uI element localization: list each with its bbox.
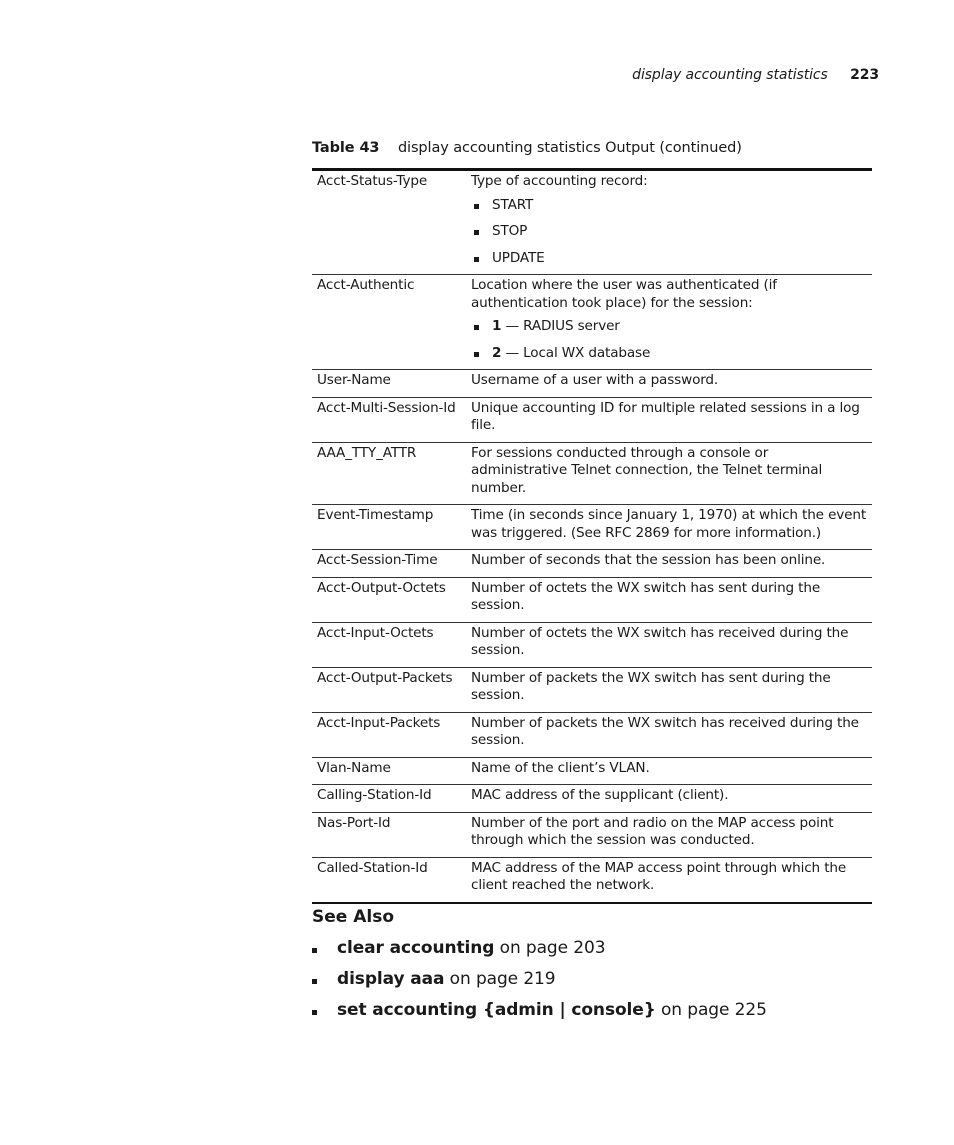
field-name: User-Name xyxy=(312,370,466,398)
value-list-item xyxy=(471,223,868,241)
table-row xyxy=(312,857,872,903)
square-bullet-icon xyxy=(474,325,479,330)
value-list-item xyxy=(471,318,868,336)
field-description xyxy=(466,442,872,505)
square-bullet-icon xyxy=(474,257,479,262)
field-description xyxy=(466,757,872,785)
table-row xyxy=(312,577,872,622)
field-description-text: Number of packets the WX switch has sent during the session. xyxy=(471,669,831,703)
field-name: Acct-Input-Octets xyxy=(312,622,466,667)
field-description-text: Number of octets the WX switch has received during the session. xyxy=(471,624,849,658)
see-also-item[interactable] xyxy=(312,1000,767,1031)
field-description-text: For sessions conducted through a console or administrative Telnet connection, the Telnet terminal number. xyxy=(471,444,823,496)
see-also-command-link[interactable]: display aaa xyxy=(337,969,445,989)
field-description xyxy=(466,667,872,712)
value-text: STOP xyxy=(492,223,528,239)
value-code: 1 xyxy=(492,318,502,334)
value-list-item xyxy=(471,197,868,215)
field-description-text: MAC address of the supplicant (client). xyxy=(471,787,729,803)
field-name: Acct-Session-Time xyxy=(312,550,466,578)
field-name: Called-Station-Id xyxy=(317,859,428,876)
page-number: 223 xyxy=(850,67,879,83)
value-text: UPDATE xyxy=(492,249,545,266)
field-description-text: Number of seconds that the session has been online. xyxy=(471,552,826,568)
table-row xyxy=(312,170,872,275)
field-description xyxy=(466,785,872,813)
field-description xyxy=(466,812,872,857)
see-also-item[interactable] xyxy=(312,969,767,1000)
square-bullet-icon xyxy=(312,948,317,953)
table-row xyxy=(312,712,872,757)
field-name: Nas-Port-Id xyxy=(312,812,466,857)
field-description xyxy=(466,550,872,578)
table-row xyxy=(312,812,872,857)
value-list-item xyxy=(471,345,868,363)
field-description xyxy=(466,712,872,757)
value-text: — RADIUS server xyxy=(501,318,620,334)
value-list xyxy=(471,318,868,362)
value-text: — Local WX database xyxy=(501,344,651,361)
field-description-text: Number of the port and radio on the MAP access point through which the session was conducted. xyxy=(471,814,834,848)
table-row xyxy=(312,275,872,370)
table-row xyxy=(312,757,872,785)
table-caption-label: Table 43 xyxy=(312,140,380,156)
field-description-text: Unique accounting ID for multiple related sessions in a log file. xyxy=(471,399,860,433)
see-also-page-ref: on page 203 xyxy=(494,938,606,958)
field-description xyxy=(466,275,872,370)
see-also-page-ref: on page 225 xyxy=(655,1000,767,1020)
see-also-item[interactable] xyxy=(312,938,767,969)
table-row xyxy=(312,550,872,578)
table-caption xyxy=(312,140,742,156)
table-row xyxy=(312,622,872,667)
square-bullet-icon xyxy=(474,230,479,235)
square-bullet-icon xyxy=(474,352,479,357)
field-description xyxy=(466,505,872,550)
field-description xyxy=(466,170,872,275)
field-name: Acct-Output-Packets xyxy=(312,667,466,712)
square-bullet-icon xyxy=(312,1010,317,1015)
field-name: Acct-Status-Type xyxy=(312,170,466,275)
field-description xyxy=(466,577,872,622)
square-bullet-icon xyxy=(474,204,479,209)
field-name: Acct-Output-Octets xyxy=(312,577,466,622)
table-row xyxy=(312,397,872,442)
field-name: Event-Timestamp xyxy=(312,505,466,550)
field-name: Calling-Station-Id xyxy=(312,785,466,813)
output-fields-table xyxy=(312,168,872,904)
table-caption-text: display accounting statistics Output (continued) xyxy=(397,140,742,156)
see-also-heading: See Also xyxy=(312,907,395,927)
field-description-text: Time (in seconds since January 1, 1970) at which the event was triggered. (See RFC 2869 for more information.) xyxy=(471,507,867,541)
value-list xyxy=(471,197,868,268)
field-description-text: MAC address of the MAP access point through which the client reached the network. xyxy=(471,859,847,893)
field-name: Vlan-Name xyxy=(312,757,466,785)
table-row xyxy=(312,370,872,398)
square-bullet-icon xyxy=(312,979,317,984)
table-row xyxy=(312,505,872,550)
field-description xyxy=(466,622,872,667)
field-description-text: Type of accounting record: xyxy=(471,173,648,189)
table-row xyxy=(312,785,872,813)
running-head-title: display accounting statistics xyxy=(632,67,828,83)
value-code: 2 xyxy=(492,344,502,361)
field-description xyxy=(466,857,872,903)
value-list-item xyxy=(471,250,868,268)
field-description-text: Number of packets the WX switch has received during the session. xyxy=(471,714,859,748)
table-row xyxy=(312,442,872,505)
field-description-text: Location where the user was authenticated (if authentication took place) for the session: xyxy=(471,277,777,311)
field-name: Acct-Multi-Session-Id xyxy=(312,397,466,442)
field-description-text: Number of octets the WX switch has sent during the session. xyxy=(471,579,821,613)
field-description-text: Username of a user with a password. xyxy=(471,372,719,388)
see-also-list xyxy=(312,938,767,1031)
field-name: AAA_TTY_ATTR xyxy=(312,442,466,505)
field-description-text: Name of the client’s VLAN. xyxy=(471,759,650,776)
value-text: START xyxy=(492,196,534,213)
field-description xyxy=(466,370,872,398)
see-also-command-link[interactable]: clear accounting xyxy=(337,938,495,958)
see-also-command-link[interactable]: set accounting {admin | console} xyxy=(337,1000,656,1020)
field-name: Acct-Authentic xyxy=(312,275,466,370)
see-also-page-ref: on page 219 xyxy=(444,969,556,989)
field-name: Acct-Input-Packets xyxy=(312,712,466,757)
table-row xyxy=(312,667,872,712)
running-head xyxy=(632,67,879,83)
field-description xyxy=(466,397,872,442)
